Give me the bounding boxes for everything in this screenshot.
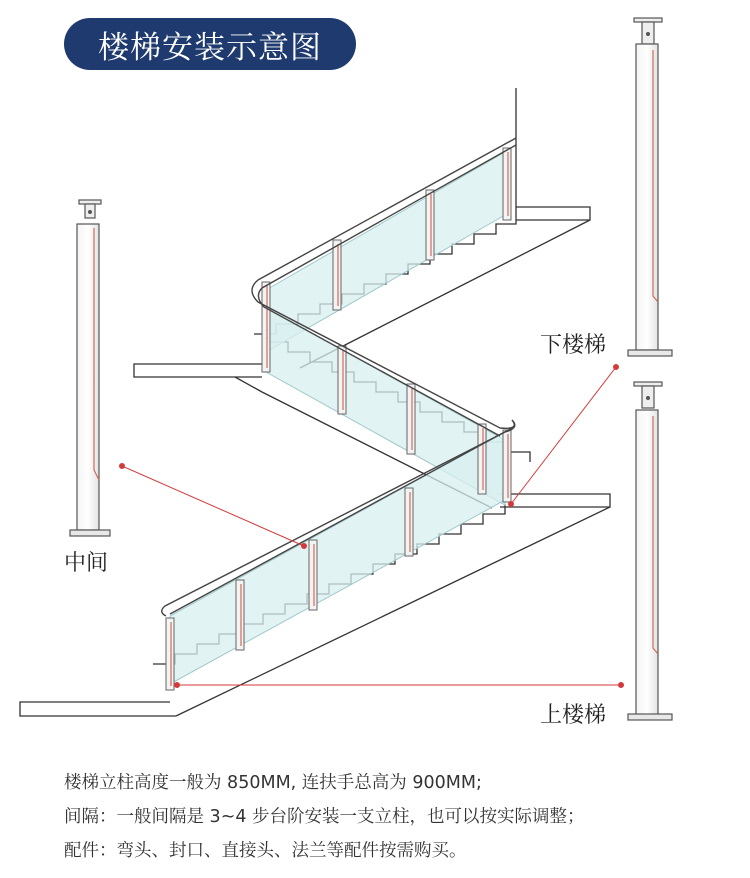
glass-panels xyxy=(170,152,505,684)
label-middle: 中间 xyxy=(64,551,109,576)
middle-landing xyxy=(134,364,262,392)
lower-stair-post-illustration xyxy=(628,18,672,356)
label-upper-stair: 上楼梯 xyxy=(540,703,607,728)
page-title: 楼梯安装示意图 xyxy=(98,29,322,66)
note-line: 楼梯立柱高度一般为 850MM, 连扶手总高为 900MM; xyxy=(64,773,482,793)
note-line: 配件：弯头、封口、直接头、法兰等配件按需购买。 xyxy=(64,841,467,861)
middle-post-illustration xyxy=(70,200,110,536)
upper-stair-post-illustration xyxy=(628,382,672,720)
note-line: 间隔：一般间隔是 3~4 步台阶安装一支立柱，也可以按实际调整； xyxy=(64,807,585,827)
installation-notes xyxy=(64,766,744,868)
label-lower-stair: 下楼梯 xyxy=(540,333,607,358)
